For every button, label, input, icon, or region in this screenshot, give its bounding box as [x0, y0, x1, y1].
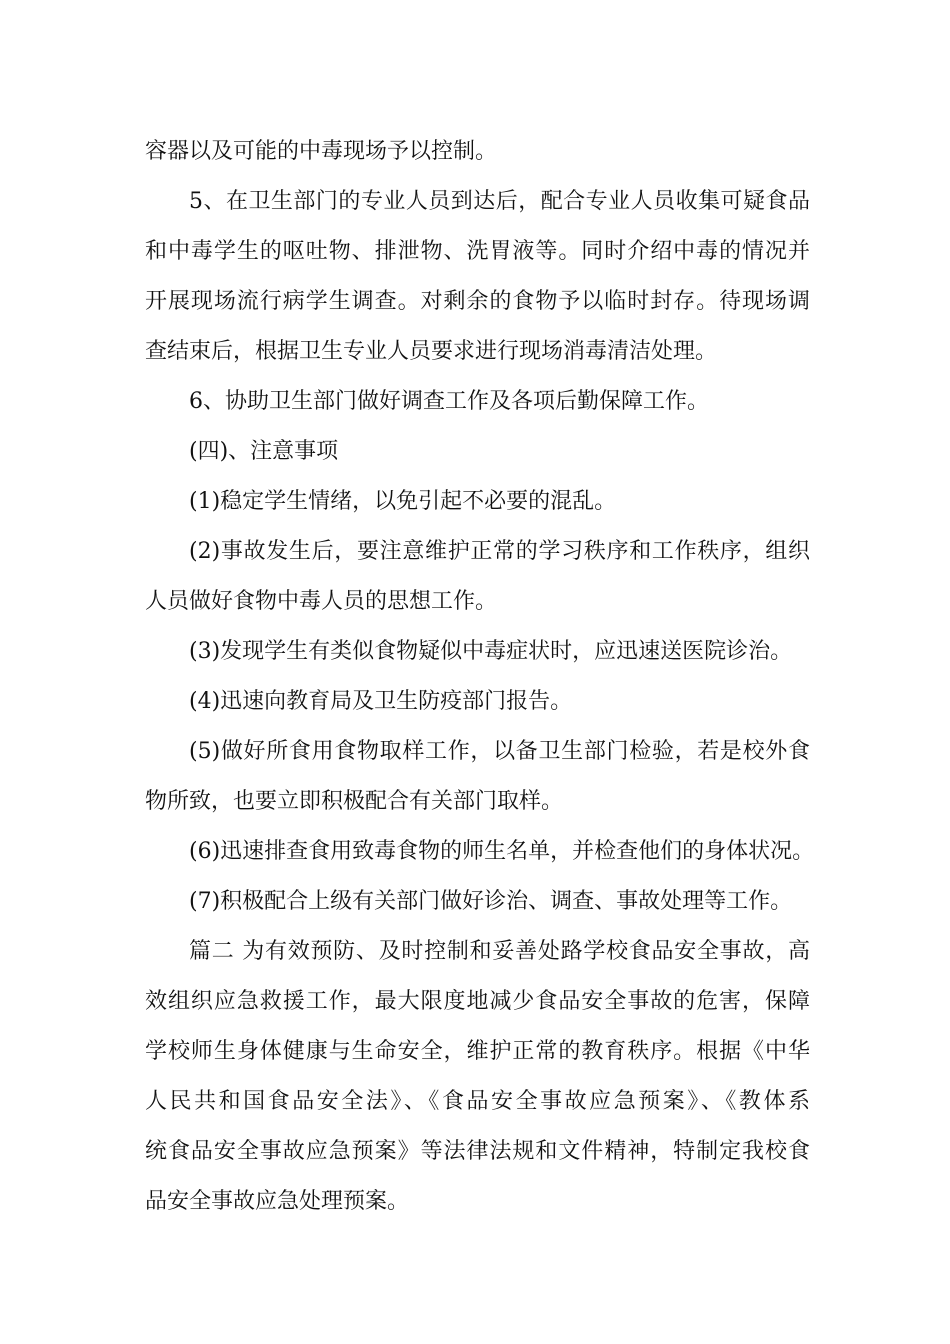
text-line: 容器以及可能的中毒现场予以控制。	[145, 139, 498, 164]
text-line: 篇二 为有效预防、及时控制和妥善处路学校食品安全事故，高	[189, 939, 810, 964]
text-line: 人民共和国食品安全法》、《食品安全事故应急预案》、《教体系	[145, 1089, 810, 1114]
text-line: 6、协助卫生部门做好调查工作及各项后勤保障工作。	[189, 389, 709, 414]
text-line: (5)做好所食用食物取样工作，以备卫生部门检验，若是校外食	[189, 739, 810, 764]
text-line: (7)积极配合上级有关部门做好诊治、调查、事故处理等工作。	[189, 889, 793, 914]
text-line: 品安全事故应急处理预案。	[145, 1189, 410, 1214]
text-line: 开展现场流行病学生调查。对剩余的食物予以临时封存。待现场调	[145, 289, 810, 314]
text-line: (3)发现学生有类似食物疑似中毒症状时，应迅速送医院诊治。	[189, 639, 793, 664]
text-line: 5、在卫生部门的专业人员到达后，配合专业人员收集可疑食品	[189, 189, 810, 214]
text-line: 物所致，也要立即积极配合有关部门取样。	[145, 789, 564, 814]
text-line: (4)迅速向教育局及卫生防疫部门报告。	[189, 689, 573, 714]
text-line: 统食品安全事故应急预案》等法律法规和文件精神，特制定我校食	[145, 1139, 810, 1164]
text-line: 效组织应急救援工作，最大限度地减少食品安全事故的危害，保障	[145, 989, 810, 1014]
text-line: 查结束后，根据卫生专业人员要求进行现场消毒清洁处理。	[145, 339, 718, 364]
text-line: (6)迅速排查食用致毒食物的师生名单，并检查他们的身体状况。	[189, 839, 815, 864]
text-line: 学校师生身体健康与生命安全，维护正常的教育秩序。根据《中华	[145, 1039, 810, 1064]
text-line: 人员做好食物中毒人员的思想工作。	[145, 589, 498, 614]
document-body	[145, 127, 815, 1227]
text-line: (2)事故发生后，要注意维护正常的学习秩序和工作秩序，组织	[189, 539, 810, 564]
section-heading: (四)、注意事项	[189, 439, 339, 464]
text-line: 和中毒学生的呕吐物、排泄物、洗胃液等。同时介绍中毒的情况并	[145, 239, 810, 264]
text-line: (1)稳定学生情绪，以免引起不必要的混乱。	[189, 489, 617, 514]
